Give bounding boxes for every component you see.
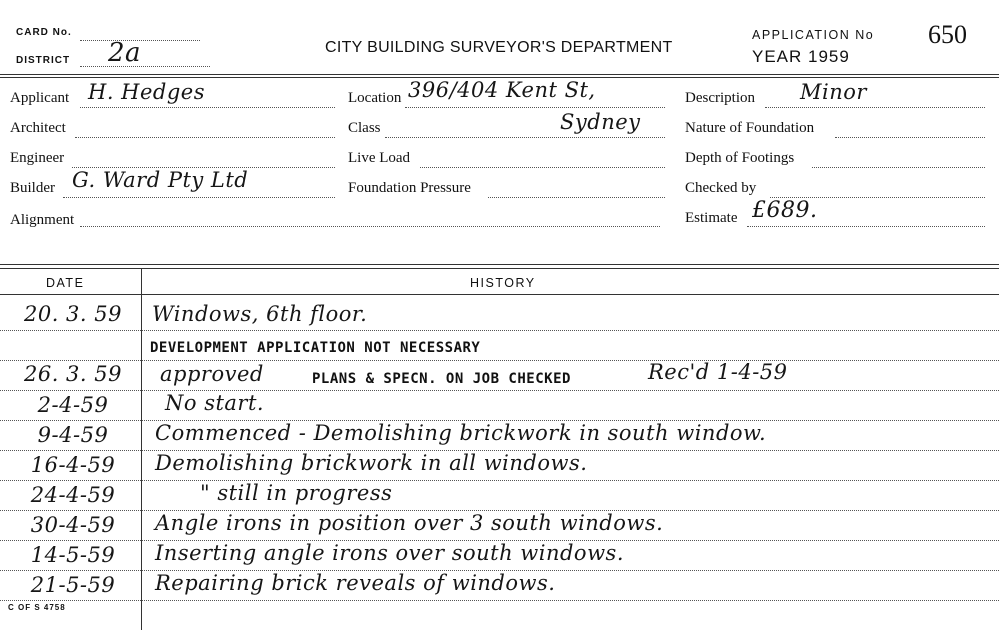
history-rule-top	[0, 264, 999, 265]
applicant-value: H. Hedges	[88, 80, 205, 104]
alignment-label: Alignment	[10, 212, 75, 228]
history-entry: Commenced - Demolishing brickwork in south window.	[155, 421, 767, 445]
department-title: CITY BUILDING SURVEYOR'S DEPARTMENT	[325, 39, 673, 56]
estimate-label: Estimate	[685, 210, 738, 226]
architect-line	[75, 137, 335, 138]
application-label: APPLICATION No	[752, 28, 875, 42]
location-label: Location	[348, 90, 402, 106]
history-entry-extra: Rec'd 1-4-59	[648, 360, 788, 384]
history-date: 26. 3. 59	[23, 362, 122, 386]
foundation-pressure-line	[488, 197, 665, 198]
depth-footings-line	[812, 167, 985, 168]
history-date: 24-4-59	[30, 483, 116, 507]
builder-line	[63, 197, 335, 198]
depth-footings-label: Depth of Footings	[685, 150, 795, 166]
architect-label: Architect	[10, 120, 66, 136]
district-label: DISTRICT	[16, 55, 71, 66]
history-date: 14-5-59	[30, 543, 116, 567]
card-no-label: CARD No.	[16, 27, 72, 38]
history-entry: Windows, 6th floor.	[152, 302, 368, 326]
row-line	[0, 600, 999, 601]
applicant-line	[80, 107, 335, 108]
history-stamp: PLANS & SPECN. ON JOB CHECKED	[312, 371, 571, 387]
history-stamp: DEVELOPMENT APPLICATION NOT NECESSARY	[150, 340, 481, 356]
description-line	[765, 107, 985, 108]
year-text: YEAR 1959	[752, 47, 850, 66]
history-header-rule	[0, 294, 999, 295]
history-date: 2-4-59	[37, 393, 109, 417]
alignment-line	[80, 226, 660, 227]
application-number: 650	[928, 20, 967, 49]
location-line	[405, 107, 665, 108]
form-code: C OF S 4758	[8, 603, 66, 612]
history-date: 20. 3. 59	[23, 302, 122, 326]
history-entry: No start.	[165, 391, 265, 415]
row-line	[0, 480, 999, 481]
builder-value: G. Ward Pty Ltd	[72, 168, 249, 192]
row-line	[0, 330, 999, 331]
estimate-value: £689.	[752, 198, 818, 223]
applicant-label: Applicant	[10, 90, 70, 106]
checked-by-label: Checked by	[685, 180, 757, 196]
nature-foundation-label: Nature of Foundation	[685, 120, 815, 136]
live-load-label: Live Load	[348, 150, 411, 166]
description-label: Description	[685, 90, 755, 106]
description-value: Minor	[800, 80, 867, 104]
district-value: 2a	[108, 38, 142, 68]
header-rule	[0, 74, 999, 75]
estimate-line	[747, 226, 985, 227]
history-entry: approved	[160, 362, 264, 386]
history-entry: Inserting angle irons over south windows.	[155, 541, 625, 565]
class-label: Class	[348, 120, 381, 136]
history-date: 30-4-59	[30, 513, 116, 537]
history-date: 9-4-59	[37, 423, 109, 447]
history-header: HISTORY	[470, 276, 536, 290]
live-load-line	[420, 167, 665, 168]
history-rule-top-2	[0, 268, 999, 269]
class-line	[385, 137, 665, 138]
location-value: 396/404 Kent St,	[408, 78, 596, 102]
history-entry: Demolishing brickwork in all windows.	[155, 451, 588, 475]
date-column-divider	[141, 268, 142, 630]
history-entry: Repairing brick reveals of windows.	[155, 571, 556, 595]
class-value: Sydney	[560, 110, 641, 134]
engineer-label: Engineer	[10, 150, 65, 166]
foundation-pressure-label: Foundation Pressure	[348, 180, 471, 196]
row-line	[0, 390, 999, 391]
history-entry: " still in progress	[200, 481, 393, 505]
history-date: 16-4-59	[30, 453, 116, 477]
history-date: 21-5-59	[30, 573, 116, 597]
nature-foundation-line	[835, 137, 985, 138]
builder-label: Builder	[10, 180, 55, 196]
date-header: DATE	[46, 276, 85, 290]
row-line	[0, 360, 999, 361]
history-entry: Angle irons in position over 3 south windows.	[155, 511, 664, 535]
district-line	[80, 66, 210, 67]
